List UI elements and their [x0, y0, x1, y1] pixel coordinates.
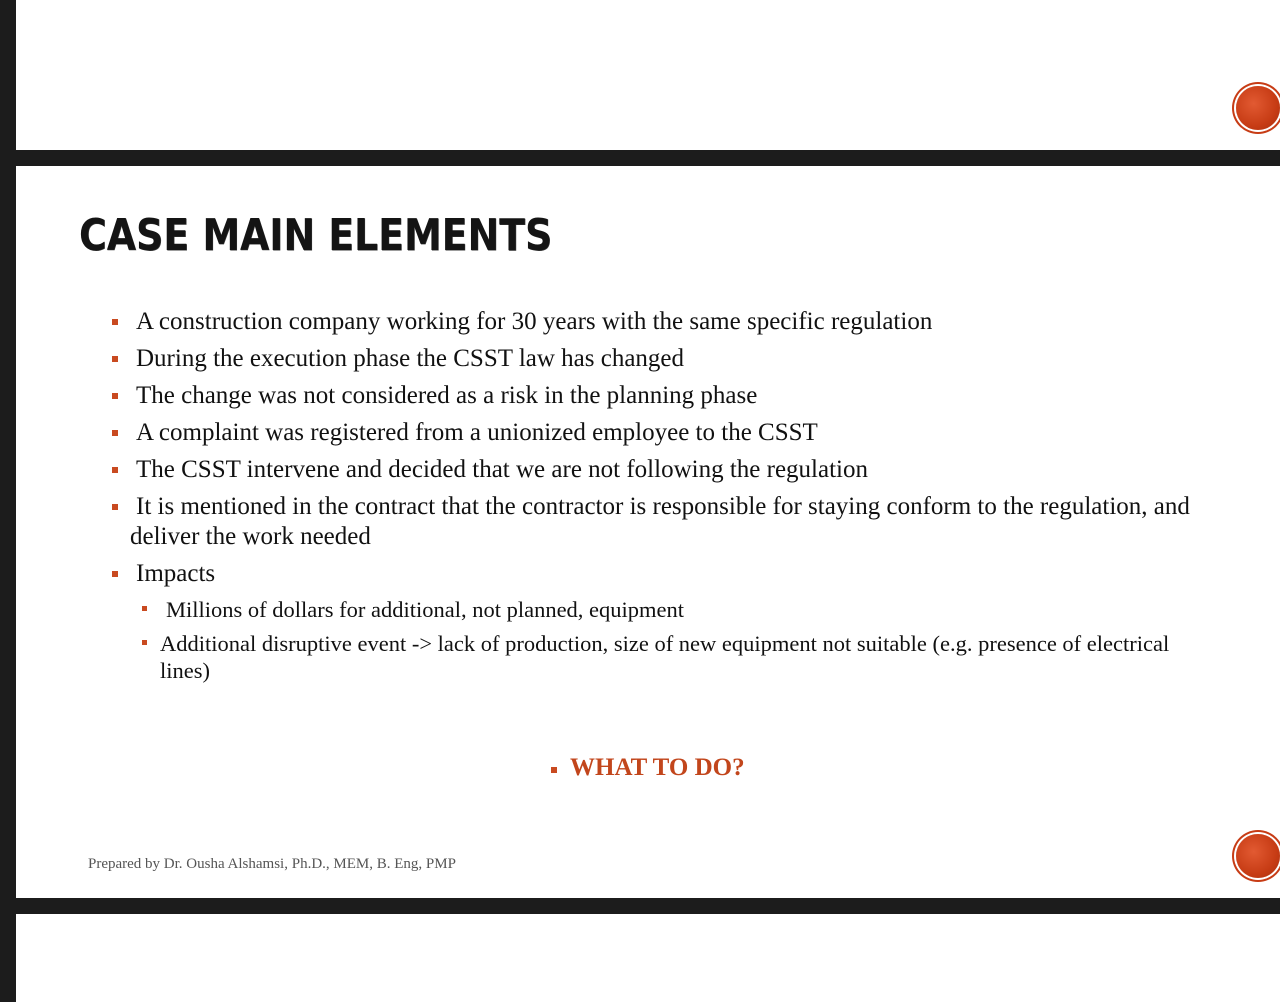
square-bullet-icon [551, 767, 557, 773]
bullet-item [112, 381, 1212, 411]
slide-title: CASE MAIN ELEMENTS [79, 210, 553, 261]
current-slide [16, 166, 1280, 898]
sub-bullet-item [142, 596, 1212, 623]
square-bullet-icon [142, 606, 147, 611]
call-to-action-text: WHAT TO DO? [570, 754, 745, 781]
sub-bullet-text: Additional disruptive event -> lack of production, size of new equipment not suitable (e.g. presence of electrical lines) [160, 631, 1170, 683]
bullet-item [112, 344, 1212, 374]
bullet-text: During the execution phase the CSST law has changed [136, 345, 685, 372]
sub-bullet-item [142, 630, 1212, 684]
bullet-text: Impacts [136, 560, 216, 587]
square-bullet-icon [112, 430, 118, 436]
bullet-item [112, 492, 1212, 552]
next-slide-fragment [16, 914, 1280, 1002]
bullet-text: The CSST intervene and decided that we are not following the regulation [136, 456, 868, 483]
bullet-item [112, 455, 1212, 485]
bullet-item [112, 418, 1212, 448]
slide-footer: Prepared by Dr. Ousha Alshamsi, Ph.D., MEM, B. Eng, PMP [88, 856, 456, 872]
sub-bullet-text: Millions of dollars for additional, not planned, equipment [166, 597, 685, 622]
square-bullet-icon [112, 319, 118, 325]
bullet-text: It is mentioned in the contract that the contractor is responsible for staying conform to the regulation, and deliver the work needed [130, 493, 1190, 550]
square-bullet-icon [112, 467, 118, 473]
slide-marker-dot-icon [1236, 834, 1280, 878]
bullet-item [112, 559, 1212, 589]
bullet-text: A complaint was registered from a unionized employee to the CSST [136, 419, 818, 446]
bullet-list [112, 307, 1212, 691]
bullet-text: The change was not considered as a risk in the planning phase [136, 382, 758, 409]
call-to-action [551, 754, 745, 782]
square-bullet-icon [142, 640, 147, 645]
square-bullet-icon [112, 504, 118, 510]
slide-marker-dot-icon [1236, 86, 1280, 130]
square-bullet-icon [112, 393, 118, 399]
bullet-text: A construction company working for 30 years with the same specific regulation [136, 308, 933, 335]
bullet-item [112, 307, 1212, 337]
previous-slide-fragment [16, 0, 1280, 150]
square-bullet-icon [112, 571, 118, 577]
square-bullet-icon [112, 356, 118, 362]
